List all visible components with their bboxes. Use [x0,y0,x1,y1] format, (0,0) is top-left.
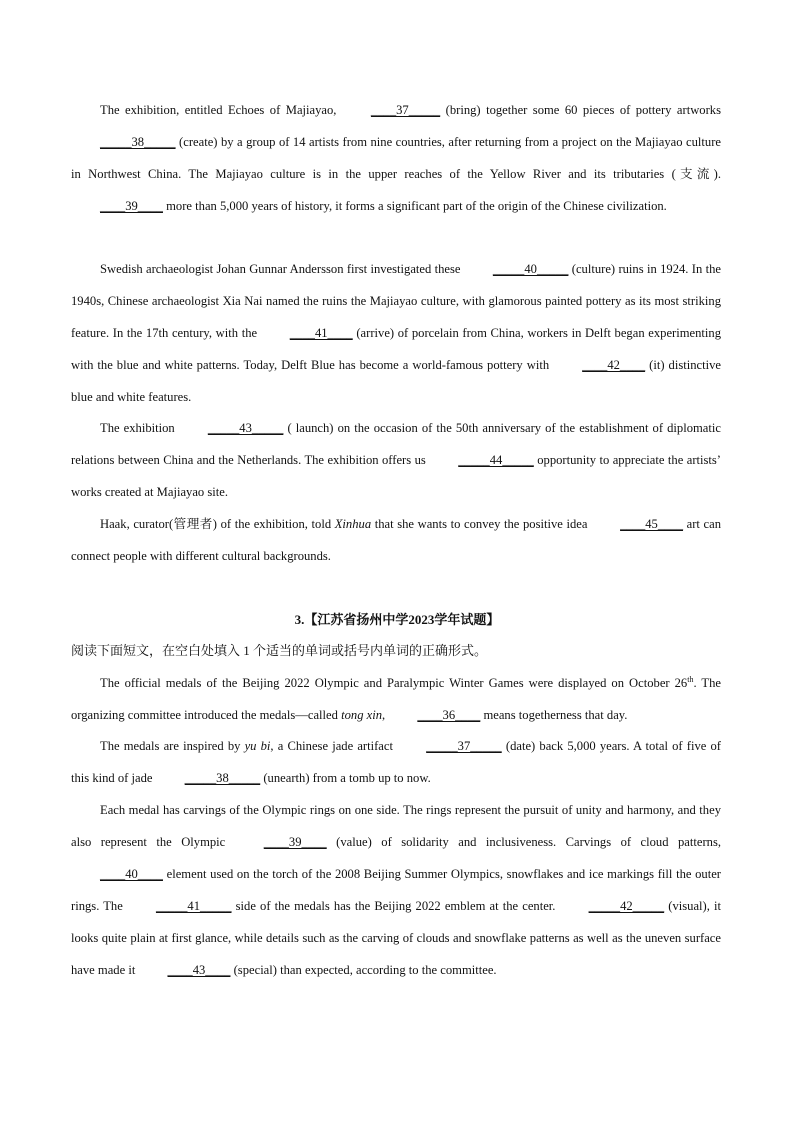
text: that she wants to convey the positive idea [371,517,592,531]
text: (date) back 5,000 years. A total of five of this kind of jade [71,739,721,785]
text: opportunity to appreciate the artists’ works created at Majiayao site. [71,453,722,499]
text: The medals are inspired by [100,739,245,753]
text: (visual), it looks quite plain at first glance, while details such as the carving of clouds and snowflake patterns as well as the uneven surface have made it [71,899,721,977]
text: means togetherness that day. [480,708,628,722]
text: , [382,708,389,722]
blank-37[interactable]: _____37_____ [426,739,502,753]
passage2-paragraph-3 [71,412,721,508]
blank-40[interactable]: _____40_____ [492,262,569,276]
passage3-paragraph-1 [71,667,721,731]
blank-45[interactable]: ____45____ [620,517,684,531]
passage3-paragraph-2 [71,730,721,794]
text: side of the medals has the Beijing 2022 emblem at the center. [231,899,560,913]
blank-39[interactable]: ____39____ [100,199,163,213]
passage2-paragraph-4 [71,508,721,572]
text: Each medal has carvings of the Olympic rings on one side. The rings represent the pursuit of unity and harmony, and they also represent the Olympic [71,803,721,849]
text: (special) than expected, according to the committee. [230,963,497,977]
blank-41[interactable]: ____41____ [289,326,353,340]
blank-42[interactable]: ____42____ [582,358,646,372]
text: The exhibition, entitled Echoes of Majiayao, [100,103,342,117]
text: more than 5,000 years of history, it forms a significant part of the origin of the Chinese civilization. [162,199,667,213]
section-title: 3.【江苏省扬州中学2023学年试题】 [294,612,500,627]
text: (value) of solidarity and inclusiveness. Carvings of cloud patterns, [326,835,721,849]
blank-41[interactable]: _____41_____ [155,899,232,913]
italic-text: yu bi [244,739,271,753]
blank-39[interactable]: ____39____ [263,835,327,849]
passage2-paragraph-2 [71,253,721,413]
text: The exhibition [100,421,179,435]
blank-37[interactable]: ____37_____ [370,103,441,117]
blank-38[interactable]: _____38_____ [184,771,261,785]
text: Haak, curator(管理者) of the exhibition, told [100,517,335,531]
text: , a Chinese jade artifact [270,739,398,753]
superscript: th [687,674,694,684]
passage2-paragraph-1 [71,94,721,222]
blank-40[interactable]: ____40____ [100,867,163,881]
blank-36[interactable]: ____36____ [417,708,481,722]
blank-43[interactable]: ____43____ [167,963,231,977]
blank-42[interactable]: _____42_____ [588,899,665,913]
text: (arrive) of porcelain from China, workers in Delft began experimenting with the blue and white patterns. Today, Delft Blue has become a world-famous pottery with [71,326,722,372]
text: (it) distinctive blue and white features. [71,358,721,404]
blank-44[interactable]: _____44_____ [458,453,534,467]
blank-38[interactable]: _____38_____ [100,135,176,149]
italic-text: tong xin [341,708,383,722]
text: element used on the torch of the 2008 Beijing Summer Olympics, snowflakes and ice markings fill the outer rings. The [71,867,721,913]
text: (culture) ruins in 1924. In the 1940s, Chinese archaeologist Xia Nai named the ruins the Majiayao culture, with glamorous painted pottery as its most striking feature. In the 17th century, with the [71,262,721,340]
text: (bring) together some 60 pieces of pottery artworks [440,103,721,117]
text: art can connect people with different cultural backgrounds. [71,517,722,563]
blank-43[interactable]: _____43_____ [207,421,284,435]
text: (create) by a group of 14 artists from nine countries, after returning from a project on the Majiayao culture in Northwest China. The Majiayao culture is in the upper reaches of the Yellow River and its tributaries (支流). [71,135,721,181]
text: . The organizing committee introduced the medals—called [71,676,721,722]
text: The official medals of the Beijing 2022 Olympic and Paralympic Winter Games were displayed on October 26 [100,676,688,690]
text: Swedish archaeologist Johan Gunnar Andersson first investigated these [100,262,464,276]
passage3-paragraph-3 [71,794,721,986]
instruction: 阅读下面短文，在空白处填入 1 个适当的单词或括号内单词的正确形式。 [71,643,488,658]
text: (unearth) from a tomb up to now. [260,771,431,785]
italic-text: Xinhua [334,517,372,531]
text: ( launch) on the occasion of the 50th anniversary of the establishment of diplomatic relations between China and the Netherlands. The exhibition offers us [71,421,721,467]
